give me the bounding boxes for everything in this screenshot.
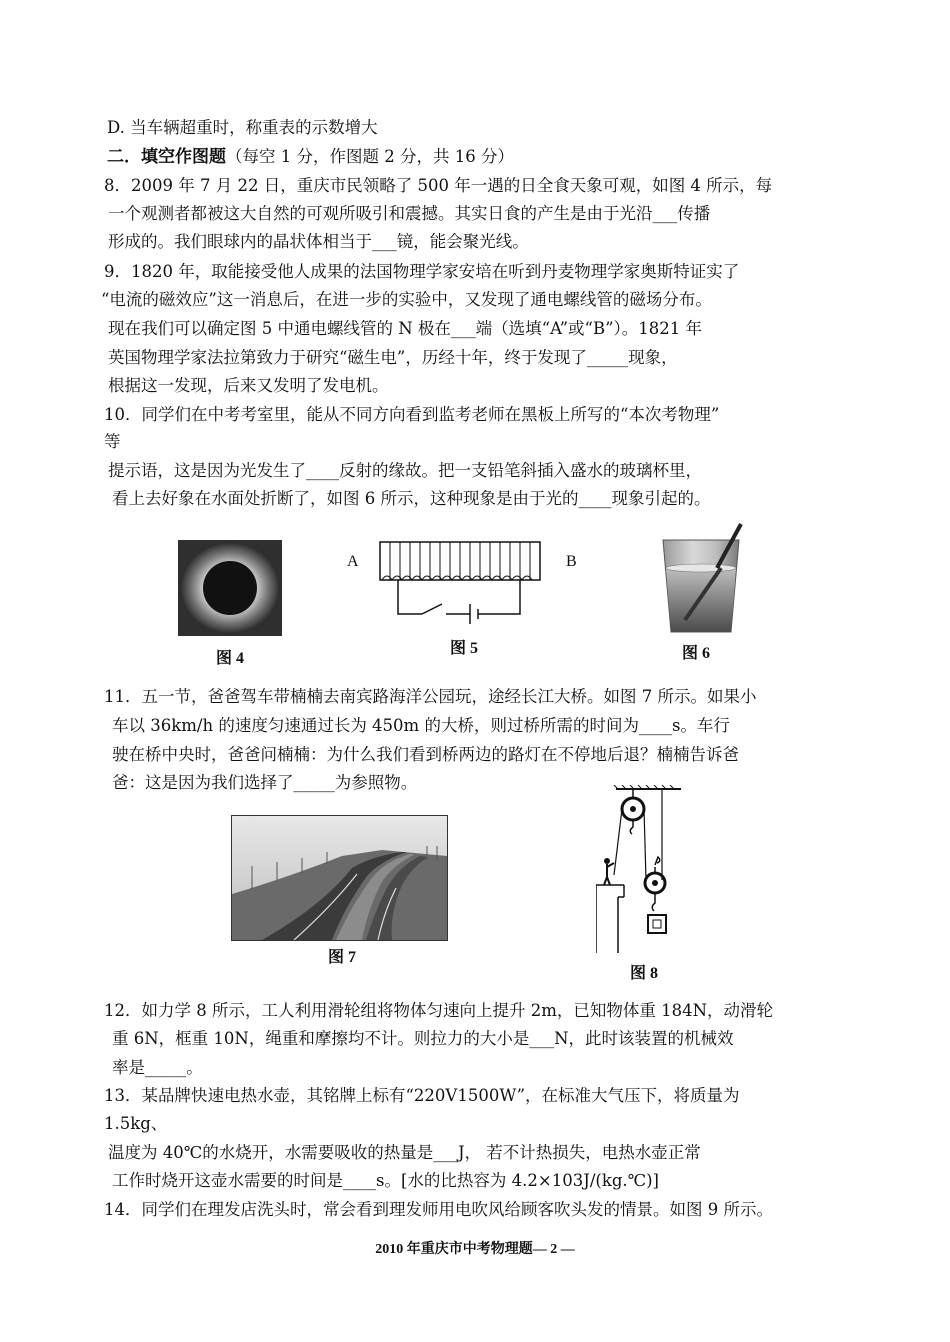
question-11-line-4: 爸：这是因为我们选择了_____为参照物。	[112, 773, 418, 792]
question-10-line-2: 等	[104, 432, 121, 451]
question-9-line-3: 现在我们可以确定图 5 中通电螺线管的 N 极在___端（选填“A”或“B”）。1821 年	[108, 319, 703, 338]
section-subtitle: （每空 1 分，作图题 2 分，共 16 分）	[226, 147, 514, 166]
section-title: 二．填空作图题	[107, 147, 226, 167]
solenoid-circuit-diagram	[370, 538, 555, 628]
question-8-line-1: 8．2009 年 7 月 22 日，重庆市民领略了 500 年一遇的日全食天象可观，如图 4 所示，每	[104, 176, 773, 195]
question-12-line-1: 12．如力学 8 所示，工人利用滑轮组将物体匀速向上提升 2m，已知物体重 184N，动滑轮	[104, 1001, 774, 1020]
question-13-line-4: 工作时烧开这壶水需要的时间是____s。[水的比热容为 4.2×103J/(kg.℃)]	[112, 1171, 659, 1190]
question-12-line-3: 率是_____。	[112, 1058, 203, 1077]
glass-with-pencil-image	[655, 520, 750, 635]
figure-7-caption: 图 7	[328, 949, 357, 966]
bridge-photo	[231, 815, 448, 941]
question-8-line-3: 形成的。我们眼球内的晶状体相当于___镜，能会聚光线。	[108, 232, 529, 251]
question-10-line-1: 10．同学们在中考考室里，能从不同方向看到监考老师在黑板上所写的“本次考物理”	[104, 405, 720, 424]
eclipse-photo	[178, 540, 282, 636]
figure-5-caption: 图 5	[450, 640, 479, 657]
question-9-line-5: 根据这一发现，后来又发明了发电机。	[108, 376, 389, 395]
eclipse-image	[178, 540, 282, 636]
question-10-line-3: 提示语，这是因为光发生了____反射的缘故。把一支铅笔斜插入盛水的玻璃杯里，	[108, 461, 702, 480]
section-heading	[107, 146, 514, 168]
question-9-line-1: 9．1820 年，取能接受他人成果的法国物理学家安培在听到丹麦物理学家奥斯特证实了	[104, 262, 740, 281]
pulley-system-diagram	[596, 785, 686, 957]
figure-8-caption: 图 8	[630, 965, 659, 982]
page-footer: 2010 年重庆市中考物理题— 2 —	[375, 1242, 575, 1257]
solenoid-end-b-label: B	[566, 553, 577, 570]
option-d-line: D. 当车辆超重时，称重表的示数增大	[107, 118, 378, 137]
question-11-line-1: 11．五一节，爸爸驾车带楠楠去南宾路海洋公园玩，途经长江大桥。如图 7 所示。如果小	[104, 687, 757, 706]
question-10-line-4: 看上去好象在水面处折断了，如图 6 所示，这种现象是由于光的____现象引起的。	[112, 489, 711, 508]
question-9-line-4: 英国物理学家法拉第致力于研究“磁生电”，历经十年，终于发现了_____现象，	[108, 348, 678, 367]
question-11-line-2: 车以 36km/h 的速度匀速通过长为 450m 的大桥，则过桥所需的时间为____s。车行	[112, 716, 730, 735]
question-13-line-1: 13．某品牌快速电热水壶，其铭牌上标有“220V1500W”，在标准大气压下，将质量为	[104, 1086, 740, 1105]
question-13-line-2: 1.5kg、	[104, 1114, 168, 1133]
question-9-line-2: “电流的磁效应”这一消息后，在进一步的实验中，又发现了通电螺线管的磁场分布。	[101, 290, 712, 309]
figure-4-caption: 图 4	[216, 650, 245, 667]
figure-6-caption: 图 6	[682, 645, 711, 662]
question-14-line-1: 14．同学们在理发店洗头时，常会看到理发师用电吹风给顾客吹头发的情景。如图 9 所示。	[104, 1200, 773, 1219]
question-13-line-3: 温度为 40℃的水烧开，水需要吸收的热量是___J， 若不计热损失，电热水壶正常	[108, 1143, 701, 1162]
question-12-line-2: 重 6N，框重 10N，绳重和摩擦均不计。则拉力的大小是___N，此时该装置的机械效	[112, 1029, 734, 1048]
solenoid-end-a-label: A	[347, 553, 359, 570]
question-11-line-3: 驶在桥中央时，爸爸问楠楠：为什么我们看到桥两边的路灯在不停地后退？楠楠告诉爸	[112, 745, 739, 764]
question-8-line-2: 一个观测者都被这大自然的可观所吸引和震撼。其实日食的产生是由于光沿___传播	[108, 204, 711, 223]
